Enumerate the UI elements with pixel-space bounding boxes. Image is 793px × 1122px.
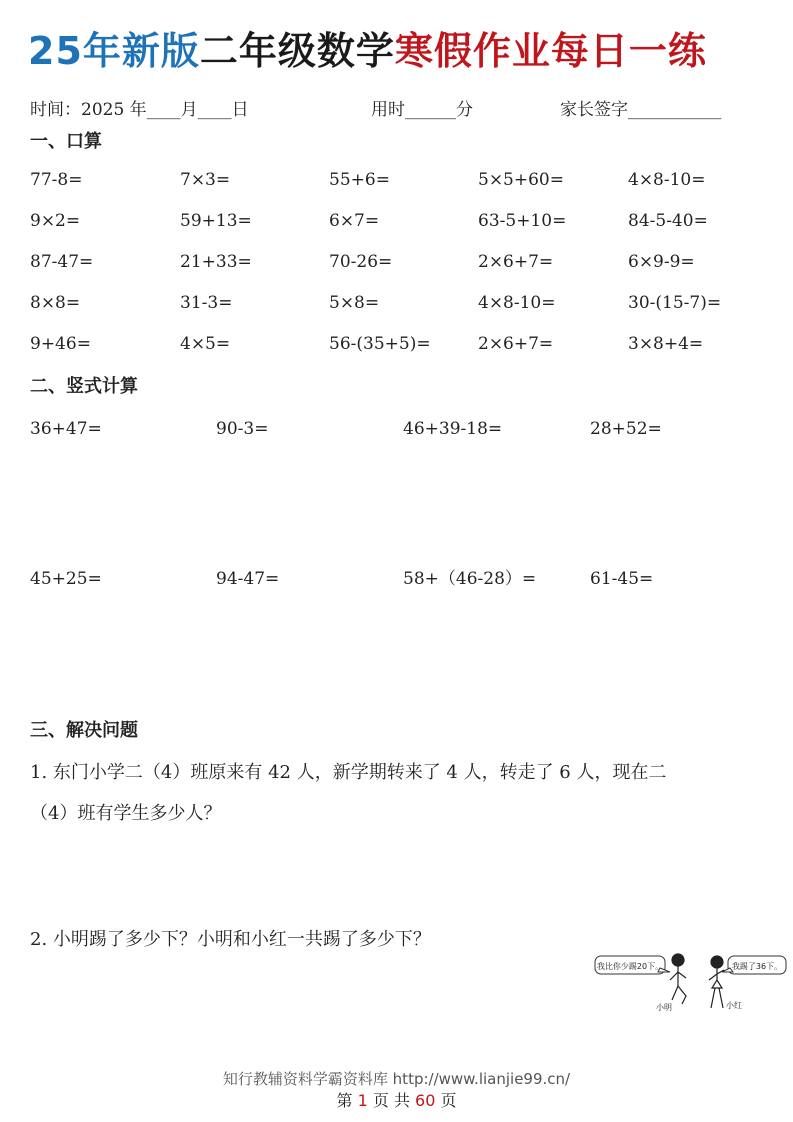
- vertical-problem: 90-3=: [216, 419, 269, 439]
- oral-problem: 8×8=: [30, 293, 81, 313]
- oral-problem: 70-26=: [329, 252, 393, 272]
- vertical-problem: 61-45=: [590, 569, 654, 589]
- speech-bubble-xiaoming: 我比你少踢20下。: [596, 962, 664, 971]
- oral-problem: 87-47=: [30, 252, 94, 272]
- oral-problem: 2×6+7=: [478, 334, 554, 354]
- oral-problem: 59+13=: [180, 211, 252, 231]
- oral-calculation-grid: [30, 166, 770, 371]
- oral-problem: 56-(35+5)=: [329, 334, 431, 354]
- vertical-problem: 45+25=: [30, 569, 102, 589]
- section-oral-title: 一、口算: [30, 131, 102, 152]
- date-field: 时间：2025 年____月____日: [30, 100, 249, 120]
- duration-field: 用时______分: [371, 100, 473, 120]
- vertical-problem: 94-47=: [216, 569, 280, 589]
- oral-problem: 4×8-10=: [478, 293, 556, 313]
- oral-problem: 77-8=: [30, 170, 83, 190]
- page-number: [0, 1088, 793, 1111]
- oral-problem: 84-5-40=: [628, 211, 708, 231]
- title-year: 25年新版: [28, 29, 200, 73]
- page-total: 60: [415, 1091, 436, 1110]
- label-xiaoming: 小明: [656, 1003, 672, 1012]
- oral-problem: 3×8+4=: [628, 334, 704, 354]
- oral-problem: 4×5=: [180, 334, 231, 354]
- title-subtitle: 寒假作业每日一练: [394, 29, 707, 73]
- speech-bubble-xiaohong: 我踢了36下。: [731, 962, 783, 971]
- page-current: 1: [357, 1091, 368, 1110]
- vertical-problem: 28+52=: [590, 419, 662, 439]
- label-xiaohong: 小红: [726, 1001, 742, 1010]
- oral-problem: 9+46=: [30, 334, 91, 354]
- skipping-illustration: [590, 950, 790, 1020]
- children-illustration: [590, 950, 790, 1020]
- oral-problem: 5×5+60=: [478, 170, 564, 190]
- word-problem-1-line1: 1. 东门小学二（4）班原来有 42 人，新学期转来了 4 人，转走了 6 人，现在二: [30, 762, 667, 783]
- oral-problem: 7×3=: [180, 170, 231, 190]
- vertical-problem: 46+39-18=: [403, 419, 503, 439]
- oral-row: [30, 330, 770, 371]
- vertical-problem: 36+47=: [30, 419, 102, 439]
- oral-row: [30, 207, 770, 248]
- parent-signature-field: 家长签字___________: [560, 100, 722, 120]
- oral-problem: 5×8=: [329, 293, 380, 313]
- title-grade: 二年级数学: [199, 29, 395, 73]
- oral-problem: 9×2=: [30, 211, 81, 231]
- oral-row: [30, 248, 770, 289]
- oral-problem: 6×7=: [329, 211, 380, 231]
- word-problem-1-line2: （4）班有学生多少人？: [30, 803, 222, 824]
- oral-problem: 55+6=: [329, 170, 390, 190]
- page-suffix: 页: [440, 1091, 457, 1110]
- oral-problem: 4×8-10=: [628, 170, 706, 190]
- oral-problem: 63-5+10=: [478, 211, 567, 231]
- boy-figure: [670, 954, 686, 1004]
- oral-problem: 2×6+7=: [478, 252, 554, 272]
- oral-problem: 6×9-9=: [628, 252, 695, 272]
- page-title: [28, 26, 768, 76]
- section-vertical-title: 二、竖式计算: [30, 376, 138, 397]
- oral-row: [30, 289, 770, 330]
- oral-problem: 30-(15-7)=: [628, 293, 722, 313]
- footer-source: 知行教辅资料学霸资料库 http://www.lianjie99.cn/: [222, 1070, 571, 1088]
- vertical-problem: 58+（46-28）=: [403, 569, 537, 589]
- oral-row: [30, 166, 770, 207]
- section-word-problems-title: 三、解决问题: [30, 720, 138, 741]
- oral-problem: 31-3=: [180, 293, 233, 313]
- page-prefix: 第: [336, 1091, 353, 1110]
- word-problem-2: 2. 小明踢了多少下？小明和小红一共踢了多少下？: [30, 929, 431, 950]
- girl-figure: [709, 956, 724, 1008]
- oral-problem: 21+33=: [180, 252, 252, 272]
- page-mid: 页 共: [372, 1091, 410, 1110]
